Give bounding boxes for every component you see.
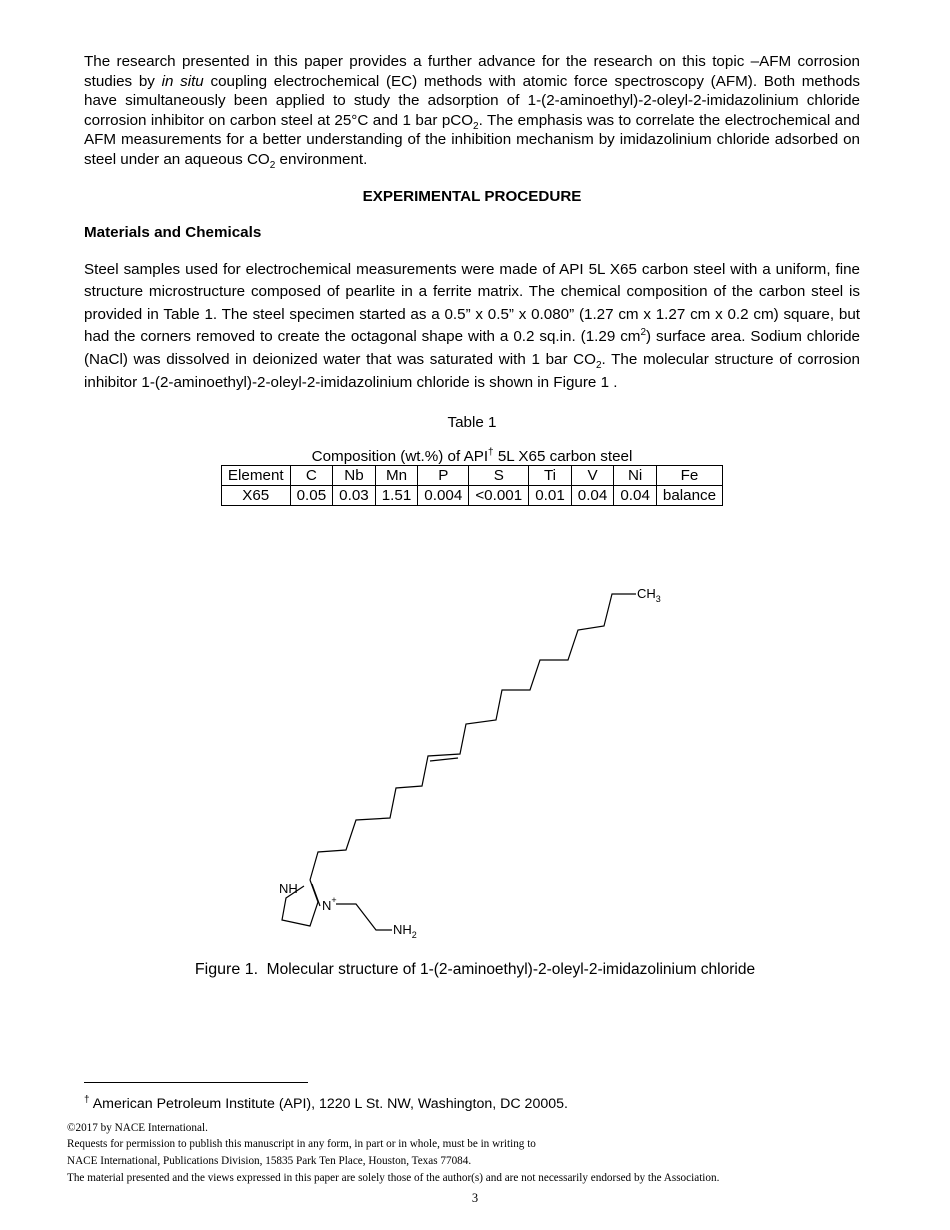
table-cell: 0.04 <box>614 486 657 506</box>
permission-line-2: NACE International, Publications Division, 15835 Park Ten Place, Houston, Texas 77084. <box>67 1155 472 1167</box>
nh2-label: $NH_2$ <box>393 922 417 940</box>
permission-line-1: Requests for permission to publish this manuscript in any form, in part or in whole, must be in writing to <box>67 1138 536 1150</box>
table-cell: Fe <box>656 466 722 486</box>
table-cell: X65 <box>221 486 290 506</box>
table-cell: 0.05 <box>290 486 333 506</box>
table-cell: Mn <box>375 466 418 486</box>
table-cell: C <box>290 466 333 486</box>
figure-caption-text: Molecular structure of 1-(2-aminoethyl)-2-oleyl-2-imidazolinium chloride <box>266 961 756 978</box>
nh-label: NH <box>279 881 298 896</box>
table-cell: P <box>418 466 469 486</box>
footnote: † American Petroleum Institute (API), 1220 L St. NW, Washington, DC 20005. <box>84 1094 568 1112</box>
table-cell: Ti <box>529 466 572 486</box>
intro-paragraph: The research presented in this paper provides a further advance for the research on this topic –AFM corrosion studies by in situ coupling electrochemical (EC) methods with atomic force spectroscopy (AFM). Both methods have simultaneously been applied to study the adsorption of 1-(2-aminoethyl)-2-oleyl-2-imidazolinium chloride corrosion inhibitor on carbon steel at 25°C and 1 bar pCO$_2$. The emphasis was to correlate the electrochemical and AFM measurements for a better understanding of the inhibition mechanism by imidazolinium chloride adsorbed on steel under an aqueous $CO_2$ environment. <box>84 53 860 171</box>
table-cell: S <box>469 466 529 486</box>
table-cell: 1.51 <box>375 486 418 506</box>
figure-label: Figure 1. <box>194 961 259 978</box>
table-label: Table 1 <box>447 414 497 432</box>
table-cell: 0.01 <box>529 486 572 506</box>
table-cell: balance <box>656 486 722 506</box>
disclaimer-line: The material presented and the views expressed in this paper are solely those of the author(s) and are not necessarily endorsed by the Association. <box>67 1172 720 1184</box>
copyright-line: ©2017 by NACE International. <box>67 1122 208 1134</box>
aminoethyl-bonds <box>336 904 392 930</box>
table-cell: Ni <box>614 466 657 486</box>
n-plus-label: N+ <box>322 895 337 913</box>
section-title: EXPERIMENTAL PROCEDURE <box>362 187 582 205</box>
table-cell: Nb <box>333 466 376 486</box>
page-number: 3 <box>471 1191 479 1205</box>
table-cell: 0.04 <box>571 486 614 506</box>
table-cell: 0.03 <box>333 486 376 506</box>
table-cell: <0.001 <box>469 486 529 506</box>
subsection-title: Materials and Chemicals <box>84 223 262 241</box>
oleyl-chain-bonds <box>310 594 636 880</box>
table-cell: V <box>571 466 614 486</box>
materials-paragraph: Steel samples used for electrochemical measurements were made of API 5L X65 carbon steel with a uniform, fine structure microstructure composed of pearlite in a ferrite matrix. The chemical composition of the carbon steel is provided in Table 1. The steel specimen started as a 0.5” x 0.5” x 0.080” (1.27 cm x 1.27 cm x 0.2 cm) square, but had the corners removed to create the octagonal shape with a 0.2 sq.in. (1.29 $cm^2$) surface area. Sodium chloride (NaCl) was dissolved in deionized water that was saturated with 1 bar $CO_2$. The molecular structure of corrosion inhibitor 1-(2-aminoethyl)-2-oleyl-2-imidazolinium chloride is shown in Figure 1 . <box>84 260 860 391</box>
table-caption: Composition (wt.%) of API† 5L X65 carbon steel <box>311 447 633 466</box>
double-bond-inner <box>430 758 458 761</box>
footnote-divider <box>84 1082 308 1083</box>
ch3-label: $CH_3$ <box>637 586 661 604</box>
ring-double-bond <box>312 884 320 906</box>
table-cell: 0.004 <box>418 486 469 506</box>
figure-caption <box>0 961 950 979</box>
table-cell: Element <box>221 466 290 486</box>
